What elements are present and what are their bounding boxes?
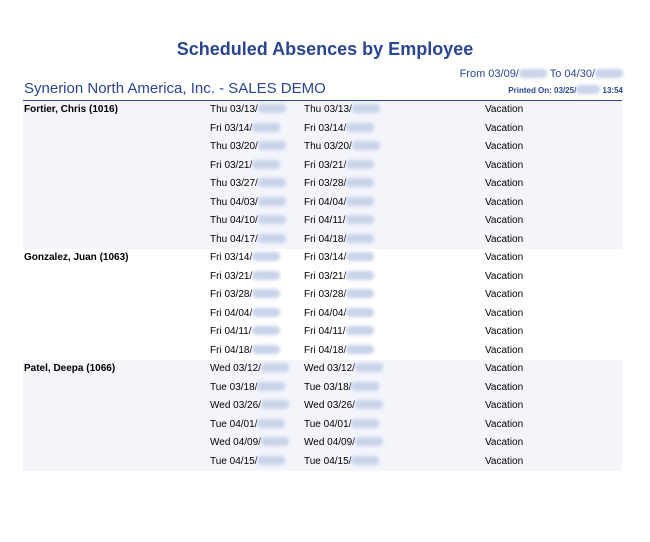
redacted-year (346, 289, 374, 298)
redacted-year (252, 123, 280, 132)
start-date (210, 197, 286, 208)
absence-type: Vacation (485, 141, 524, 152)
absence-row (23, 342, 622, 361)
end-date (304, 289, 374, 300)
end-date-text: Fri 03/14/ (304, 122, 347, 134)
start-date-text: Thu 04/03/ (210, 196, 258, 208)
absence-type: Vacation (485, 104, 524, 115)
start-date-text: Fri 04/04/ (210, 307, 253, 319)
absence-type: Vacation (485, 289, 524, 300)
absence-type: Vacation (485, 307, 524, 319)
end-date-text: Tue 04/15/ (304, 455, 352, 467)
employee-group (23, 249, 622, 360)
absence-type: Vacation (485, 159, 524, 171)
absence-row (23, 453, 622, 472)
end-date (304, 271, 374, 282)
end-date-text: Fri 03/21/ (304, 159, 347, 171)
redacted-year (252, 308, 280, 317)
start-date-text: Thu 03/13/ (210, 104, 258, 115)
redacted-year (355, 363, 383, 372)
absence-row (23, 194, 622, 213)
redacted-year (252, 271, 280, 280)
start-date (210, 104, 286, 115)
end-date (304, 308, 374, 319)
absence-row (23, 138, 622, 157)
start-date-text: Fri 03/14/ (210, 122, 253, 134)
start-date-text: Fri 04/18/ (210, 344, 253, 356)
end-date-text: Wed 04/09/ (304, 437, 355, 448)
end-date-text: Fri 04/18/ (304, 233, 347, 245)
absence-type: Vacation (485, 178, 524, 189)
start-date (210, 160, 280, 171)
absence-type: Vacation (485, 233, 524, 245)
redacted-year (346, 252, 374, 261)
absence-type: Vacation (485, 400, 524, 411)
printed-label: Printed On: 03/25/ (508, 86, 577, 95)
end-date (304, 382, 379, 393)
start-date (210, 437, 289, 448)
start-date (210, 419, 285, 430)
absence-row (23, 249, 622, 268)
start-date-text: Fri 03/21/ (210, 159, 253, 171)
absence-type: Vacation (485, 455, 524, 467)
start-date (210, 400, 289, 411)
redacted-year (346, 215, 374, 224)
redacted-year (257, 382, 285, 391)
employee-group (23, 101, 622, 249)
redacted-year (576, 85, 600, 94)
start-date (210, 271, 280, 282)
start-date-text: Thu 04/10/ (210, 215, 258, 226)
absence-type: Vacation (485, 122, 524, 134)
redacted-year (346, 345, 374, 354)
redacted-year (519, 69, 547, 78)
end-date (304, 363, 383, 374)
start-date (210, 289, 280, 300)
absence-row (23, 175, 622, 194)
start-date (210, 456, 285, 467)
end-date (304, 197, 374, 208)
absence-type: Vacation (485, 215, 524, 226)
redacted-year (261, 400, 289, 409)
start-date-text: Tue 03/18/ (210, 381, 258, 393)
redacted-year (252, 345, 280, 354)
start-date (210, 252, 280, 263)
start-date (210, 123, 280, 134)
redacted-year (261, 363, 289, 372)
start-date-text: Fri 03/14/ (210, 252, 253, 263)
redacted-year (351, 382, 379, 391)
start-date (210, 363, 289, 374)
end-date (304, 456, 379, 467)
end-date-text: Fri 03/21/ (304, 270, 347, 282)
absence-type: Vacation (485, 437, 524, 448)
start-date-text: Thu 03/27/ (210, 178, 258, 189)
redacted-year (352, 104, 380, 113)
absence-row (23, 379, 622, 398)
absence-row (23, 323, 622, 342)
redacted-year (346, 178, 374, 187)
date-range (460, 68, 623, 80)
redacted-year (257, 419, 285, 428)
absence-row (23, 397, 622, 416)
end-date-text: Thu 03/13/ (304, 104, 352, 115)
redacted-year (258, 178, 286, 187)
redacted-year (346, 160, 374, 169)
end-date (304, 215, 374, 226)
start-date-text: Thu 04/17/ (210, 233, 258, 245)
start-date-text: Thu 03/20/ (210, 141, 258, 152)
redacted-year (252, 326, 280, 335)
redacted-year (346, 326, 374, 335)
redacted-year (352, 141, 380, 150)
absence-row (23, 416, 622, 435)
end-date (304, 141, 380, 152)
end-date (304, 178, 374, 189)
start-date-text: Wed 03/26/ (210, 400, 261, 411)
end-date (304, 252, 374, 263)
end-date (304, 437, 383, 448)
start-date (210, 215, 286, 226)
end-date-text: Fri 03/14/ (304, 252, 347, 263)
end-date (304, 419, 379, 430)
end-date (304, 104, 380, 115)
printed-on (508, 85, 623, 95)
end-date (304, 326, 374, 337)
end-date-text: Wed 03/12/ (304, 363, 355, 374)
start-date-text: Wed 04/09/ (210, 437, 261, 448)
end-date-text: Fri 04/04/ (304, 196, 347, 208)
absence-type: Vacation (485, 252, 524, 263)
redacted-year (257, 456, 285, 465)
end-date-text: Fri 04/04/ (304, 307, 347, 319)
absence-type: Vacation (485, 418, 524, 430)
end-date-text: Fri 03/28/ (304, 178, 347, 189)
start-date (210, 178, 286, 189)
start-date-text: Tue 04/01/ (210, 418, 258, 430)
end-date-text: Wed 03/26/ (304, 400, 355, 411)
redacted-year (351, 456, 379, 465)
redacted-year (258, 197, 286, 206)
start-date (210, 234, 286, 245)
absence-row (23, 212, 622, 231)
absence-table (23, 101, 622, 471)
redacted-year (355, 437, 383, 446)
absence-type: Vacation (485, 196, 524, 208)
end-date (304, 160, 374, 171)
absence-row (23, 268, 622, 287)
end-date-text: Tue 03/18/ (304, 381, 352, 393)
absence-row (23, 360, 622, 379)
redacted-year (258, 234, 286, 243)
employee-name: Gonzalez, Juan (1063) (24, 252, 129, 263)
absence-type: Vacation (485, 344, 524, 356)
start-date (210, 141, 286, 152)
end-date-text: Fri 04/11/ (304, 215, 346, 226)
end-date-text: Tue 04/01/ (304, 418, 352, 430)
redacted-year (258, 215, 286, 224)
redacted-year (252, 289, 280, 298)
end-date (304, 400, 383, 411)
redacted-year (346, 308, 374, 317)
employee-name: Fortier, Chris (1016) (24, 104, 118, 115)
absence-type: Vacation (485, 381, 524, 393)
end-date (304, 234, 374, 245)
absence-row (23, 157, 622, 176)
redacted-year (346, 123, 374, 132)
end-date-text: Thu 03/20/ (304, 141, 352, 152)
absence-row (23, 286, 622, 305)
redacted-year (258, 141, 286, 150)
start-date (210, 326, 280, 337)
employee-group (23, 360, 622, 471)
redacted-year (346, 197, 374, 206)
range-to-label: To 04/30/ (549, 68, 595, 80)
redacted-year (258, 104, 286, 113)
report-title: Scheduled Absences by Employee (176, 39, 474, 59)
start-date-text: Fri 03/21/ (210, 270, 253, 282)
redacted-year (346, 234, 374, 243)
start-date-text: Wed 03/12/ (210, 363, 261, 374)
redacted-year (252, 252, 280, 261)
end-date-text: Fri 04/11/ (304, 326, 346, 337)
absence-type: Vacation (485, 326, 524, 337)
end-date-text: Fri 04/18/ (304, 344, 347, 356)
absence-row (23, 305, 622, 324)
end-date-text: Fri 03/28/ (304, 289, 347, 300)
absence-type: Vacation (485, 270, 524, 282)
end-date (304, 345, 374, 356)
start-date (210, 382, 285, 393)
start-date-text: Fri 04/11/ (210, 326, 252, 337)
absence-row (23, 120, 622, 139)
start-date (210, 308, 280, 319)
start-date (210, 345, 280, 356)
redacted-year (351, 419, 379, 428)
absence-row (23, 231, 622, 250)
redacted-year (261, 437, 289, 446)
absence-row (23, 101, 622, 120)
redacted-year (595, 69, 623, 78)
range-from-label: From 03/09/ (459, 68, 519, 80)
end-date (304, 123, 374, 134)
absence-row (23, 434, 622, 453)
start-date-text: Fri 03/28/ (210, 289, 253, 300)
printed-time: 13:54 (602, 86, 623, 95)
company-name: Synerion North America, Inc. - SALES DEMO (24, 80, 326, 97)
redacted-year (355, 400, 383, 409)
employee-name: Patel, Deepa (1066) (24, 363, 116, 374)
redacted-year (346, 271, 374, 280)
redacted-year (252, 160, 280, 169)
start-date-text: Tue 04/15/ (210, 455, 258, 467)
absence-type: Vacation (485, 363, 524, 374)
